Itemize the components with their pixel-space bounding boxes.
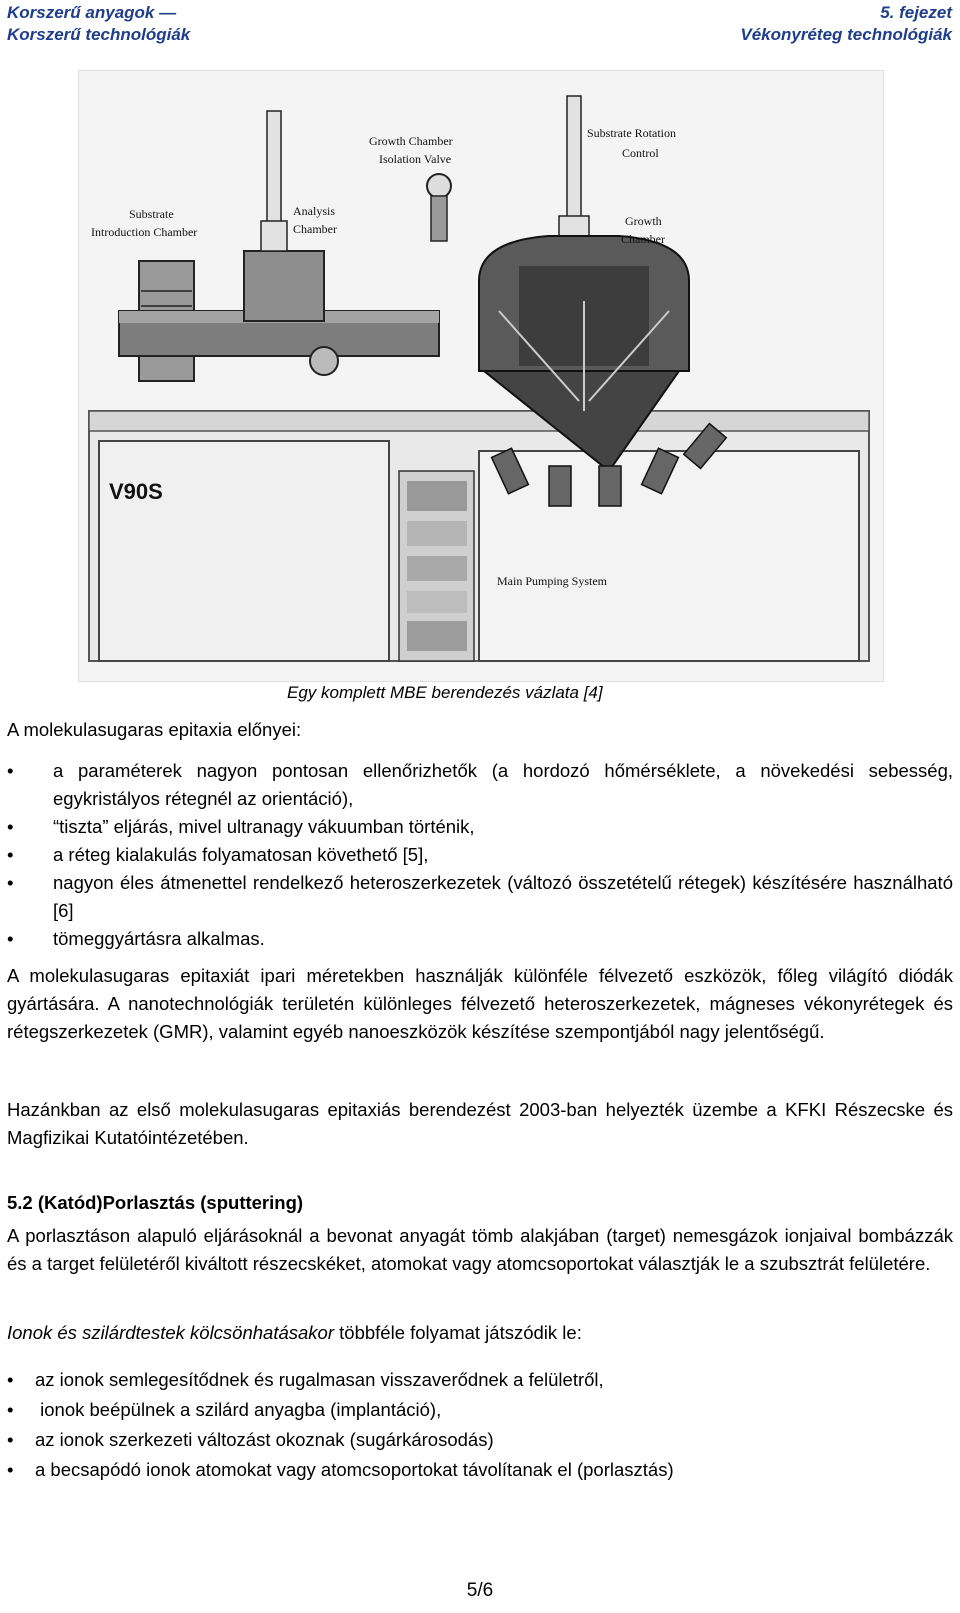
label-growth-chamber-isolation-valve-2: Isolation Valve <box>379 152 452 166</box>
label-substrate-introduction-chamber-1: Substrate <box>129 207 174 221</box>
cabinet-left <box>99 441 389 661</box>
list-item: • nagyon éles átmenettel rendelkező heteroszerkezetek (változó összetételű rétegek) készítésére használható [6] <box>7 869 953 925</box>
mbe-apparatus-drawing <box>79 71 883 681</box>
label-growth-chamber-2: Chamber <box>621 232 665 246</box>
interaction-lead <box>7 1319 953 1347</box>
analysis-chamber <box>244 251 324 321</box>
header-right <box>740 2 952 46</box>
section-heading: 5.2 (Katód)Porlasztás (sputtering) <box>7 1192 304 1213</box>
paragraph-sputtering: A porlasztáson alapuló eljárásoknál a bevonat anyagát tömb alakjában (target) nemesgázok ionjaival bombázzák és a target felületéről kiváltott részecskéket, atomokat vagy atomcsoportokat választják le a szubsztrát felületére. <box>7 1225 953 1274</box>
list-item: • az ionok szerkezeti változást okoznak (sugárkárosodás) <box>7 1425 953 1455</box>
label-growth-chamber-1: Growth <box>625 214 662 228</box>
advantages-list <box>7 757 953 953</box>
list-item: • az ionok semlegesítődnek és rugalmasan visszaverődnek a felületről, <box>7 1365 953 1395</box>
list-item: • a paraméterek nagyon pontosan ellenőrizhetők (a hordozó hőmérséklete, a növekedési sebesség, egykristályos rétegnél az orientáció), <box>7 757 953 813</box>
list-item: • a réteg kialakulás folyamatosan követhető [5], <box>7 841 953 869</box>
list-item: • a becsapódó ionok atomokat vagy atomcsoportokat távolítanak el (porlasztás) <box>7 1455 953 1485</box>
paragraph-industrial-use: A molekulasugaras epitaxiát ipari méretekben használják különféle félvezető eszközök, főleg világító diódák gyártására. A nanotechnológiák területén különleges félvezető heteroszerkezetek, mágneses vékonyrétegek és rétegszerkezetek (GMR), valamint egyéb nanoeszközök készítése szempontjából nagy jelentőségű. <box>7 965 953 1042</box>
cabinet-right <box>479 451 859 661</box>
label-substrate-introduction-chamber-2: Introduction Chamber <box>91 225 198 239</box>
header-left <box>7 2 190 46</box>
advantages-lead: A molekulasugaras epitaxia előnyei: <box>7 719 302 740</box>
mbe-apparatus-figure <box>78 70 884 682</box>
list-item: • ionok beépülnek a szilárd anyagba (implantáció), <box>7 1395 953 1425</box>
header-chapter-title: Vékonyréteg technológiák <box>740 25 952 44</box>
header-chapter-number: 5. fejezet <box>880 3 952 22</box>
label-analysis-chamber-1: Analysis <box>293 204 335 218</box>
header-book-title: Korszerű anyagok — <box>7 3 177 22</box>
figure-caption: Egy komplett MBE berendezés vázlata [4] <box>287 683 603 702</box>
interaction-lead-italic: Ionok és szilárdtestek kölcsönhatásakor <box>7 1322 335 1343</box>
paragraph-kfki: Hazánkban az első molekulasugaras epitaxiás berendezést 2003-ban helyezték üzembe a KFKI Részecske és Magfizikai Kutatóintézetében. <box>7 1099 953 1148</box>
label-substrate-rotation-control-2: Control <box>622 146 659 160</box>
label-analysis-chamber-2: Chamber <box>293 222 337 236</box>
label-model: V90S <box>109 479 163 504</box>
list-item: • tömeggyártásra alkalmas. <box>7 925 953 953</box>
interaction-lead-rest: többféle folyamat játszódik le: <box>334 1322 582 1343</box>
list-item: • “tiszta” eljárás, mivel ultranagy vákuumban történik, <box>7 813 953 841</box>
page-number: 5/6 <box>466 1580 494 1601</box>
label-substrate-rotation-control-1: Substrate Rotation <box>587 126 676 140</box>
processes-list <box>7 1365 953 1485</box>
header-book-subtitle: Korszerű technológiák <box>7 25 191 44</box>
label-main-pumping-system: Main Pumping System <box>497 574 608 588</box>
label-growth-chamber-isolation-valve-1: Growth Chamber <box>369 134 453 148</box>
